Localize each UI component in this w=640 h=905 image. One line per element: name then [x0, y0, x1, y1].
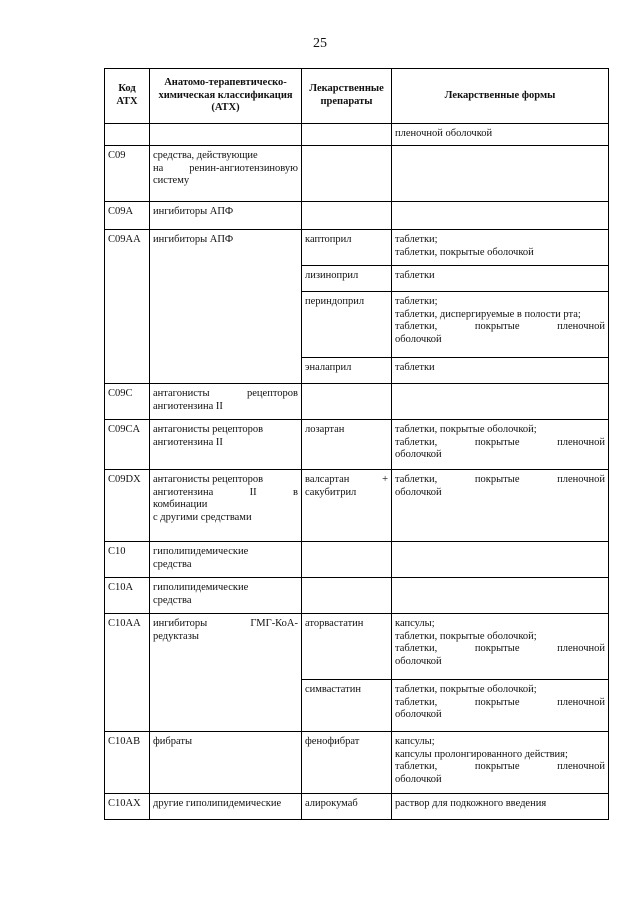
drug-cell	[302, 202, 392, 230]
forms-cell: таблетки, покрытые оболочкой; таблетки, покрытые пленочной оболочкой	[392, 680, 609, 732]
header-classification: Анатомо-терапевтическо-химическая классификация (АТХ)	[150, 69, 302, 124]
code-cell: C09AA	[105, 230, 150, 384]
forms-cell: пленочной оболочкой	[392, 124, 609, 146]
drug-cell: аторвастатин	[302, 614, 392, 680]
table-row	[105, 578, 609, 614]
drug-cell: лозартан	[302, 420, 392, 470]
table-row	[105, 614, 609, 680]
drug-cell: эналаприл	[302, 358, 392, 384]
table-row	[105, 146, 609, 202]
forms-cell: капсулы; таблетки, покрытые оболочкой; таблетки, покрытые пленочной оболочкой	[392, 614, 609, 680]
header-drugs: Лекарственные препараты	[302, 69, 392, 124]
table-row	[105, 732, 609, 794]
forms-cell	[392, 202, 609, 230]
table-row	[105, 124, 609, 146]
forms-cell: таблетки, покрытые пленочной оболочкой	[392, 470, 609, 542]
code-cell	[105, 124, 150, 146]
forms-cell	[392, 384, 609, 420]
forms-cell	[392, 146, 609, 202]
table-row	[105, 542, 609, 578]
drug-cell: лизиноприл	[302, 266, 392, 292]
code-cell: C09CA	[105, 420, 150, 470]
atx-table	[104, 68, 609, 820]
classification-cell: гиполипидемические средства	[150, 578, 302, 614]
drug-cell	[302, 146, 392, 202]
drug-cell	[302, 578, 392, 614]
table-row	[105, 202, 609, 230]
classification-cell: антагонисты рецепторов ангиотензина II в комбинации с другими средствами	[150, 470, 302, 542]
forms-cell: таблетки	[392, 358, 609, 384]
forms-cell	[392, 542, 609, 578]
header-code: Код АТХ	[105, 69, 150, 124]
code-cell: C10AX	[105, 794, 150, 820]
forms-cell: раствор для подкожного введения	[392, 794, 609, 820]
classification-cell: антагонисты рецепторов ангиотензина II	[150, 420, 302, 470]
classification-cell: средства, действующие на ренин-ангиотензиновую систему	[150, 146, 302, 202]
code-cell: C10A	[105, 578, 150, 614]
drug-cell: валсартан + сакубитрил	[302, 470, 392, 542]
code-cell: C09A	[105, 202, 150, 230]
classification-cell: фибраты	[150, 732, 302, 794]
forms-cell: таблетки; таблетки, покрытые оболочкой	[392, 230, 609, 266]
table-row	[105, 420, 609, 470]
table-row	[105, 384, 609, 420]
drug-cell: каптоприл	[302, 230, 392, 266]
classification-cell: гиполипидемические средства	[150, 542, 302, 578]
drug-cell: алирокумаб	[302, 794, 392, 820]
forms-cell: таблетки; таблетки, диспергируемые в полости рта; таблетки, покрытые пленочной оболочкой	[392, 292, 609, 358]
code-cell: C10	[105, 542, 150, 578]
classification-cell: антагонисты рецепторов ангиотензина II	[150, 384, 302, 420]
forms-cell: капсулы; капсулы пролонгированного действия; таблетки, покрытые пленочной оболочкой	[392, 732, 609, 794]
table-row	[105, 230, 609, 266]
drug-cell: периндоприл	[302, 292, 392, 358]
page-number: 25	[313, 36, 327, 51]
drug-cell: симвастатин	[302, 680, 392, 732]
code-cell: C10AB	[105, 732, 150, 794]
code-cell: C09	[105, 146, 150, 202]
forms-cell	[392, 578, 609, 614]
drug-cell	[302, 124, 392, 146]
drug-cell	[302, 542, 392, 578]
table-row	[105, 470, 609, 542]
classification-cell: ингибиторы ГМГ-КоА- редуктазы	[150, 614, 302, 732]
classification-cell: ингибиторы АПФ	[150, 230, 302, 384]
code-cell: C10AA	[105, 614, 150, 732]
drug-cell: фенофибрат	[302, 732, 392, 794]
header-forms: Лекарственные формы	[392, 69, 609, 124]
table-row	[105, 794, 609, 820]
code-cell: C09C	[105, 384, 150, 420]
code-cell: C09DX	[105, 470, 150, 542]
classification-cell	[150, 124, 302, 146]
forms-cell: таблетки	[392, 266, 609, 292]
table-header-row	[105, 69, 609, 124]
classification-cell: другие гиполипидемические	[150, 794, 302, 820]
forms-cell: таблетки, покрытые оболочкой; таблетки, покрытые пленочной оболочкой	[392, 420, 609, 470]
drug-cell	[302, 384, 392, 420]
classification-cell: ингибиторы АПФ	[150, 202, 302, 230]
